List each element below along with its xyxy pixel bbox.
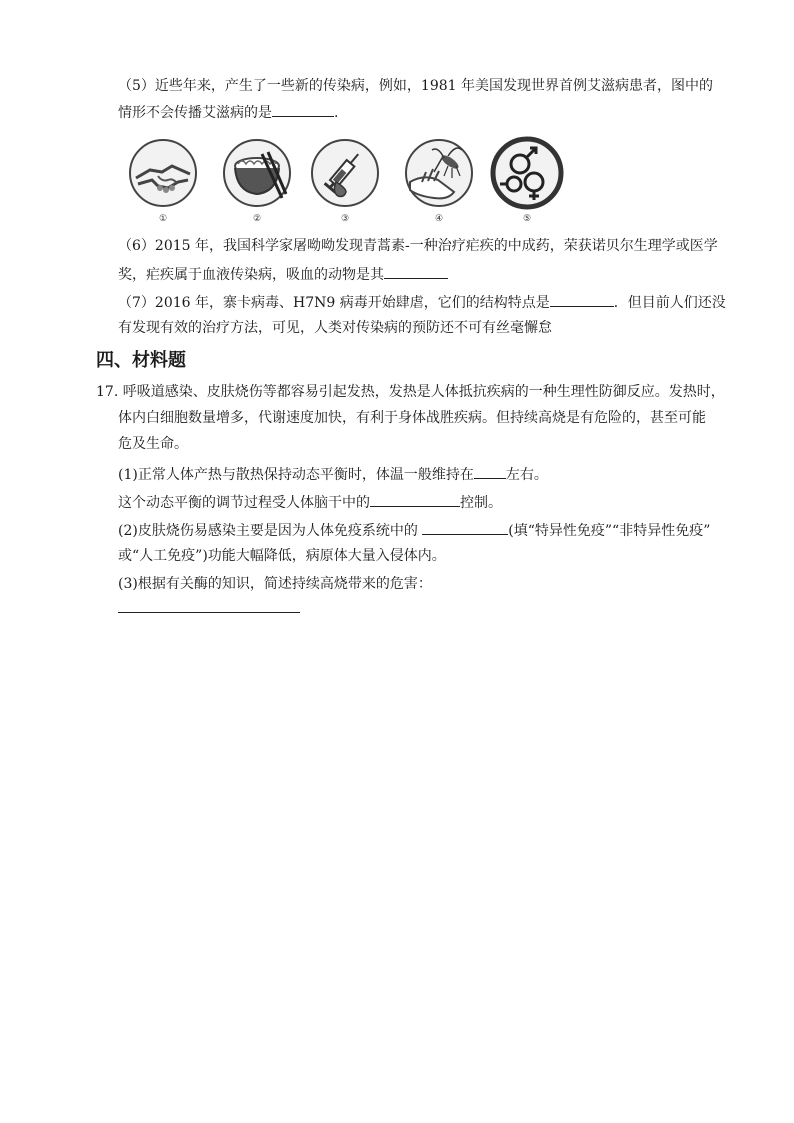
q7-answer-blank[interactable] (550, 292, 614, 307)
q5-line-2-text: 情形不会传播艾滋病的是 (118, 105, 272, 121)
transmission-icons-row (126, 136, 576, 232)
q5-answer-blank[interactable] (272, 102, 334, 117)
handshake-icon (128, 136, 198, 210)
icon-item-4 (402, 136, 476, 232)
gender-symbols-icon (490, 136, 564, 210)
q5-line-1: （5）近些年来，产生了一些新的传染病，例如，1981 年美国发现世界首例艾滋病患者，图中的 (118, 78, 713, 94)
q17-immunity-blank[interactable] (422, 520, 508, 535)
q7-line-2: 有发现有效的治疗方法，可见，人类对传染病的预防还不可有丝毫懈怠 (118, 320, 552, 336)
icon-item-3 (308, 136, 382, 232)
q5-line-2-end: . (334, 105, 339, 121)
icon-label-3: ③ (340, 214, 350, 224)
q6-line-2 (118, 264, 448, 285)
mosquito-icon (404, 136, 474, 210)
q17-part-2b: 或“人工免疫”)功能大幅降低，病原体大量入侵体内。 (118, 548, 446, 564)
icon-label-2: ② (252, 214, 262, 224)
icon-item-1 (126, 136, 200, 232)
q7-line-1-end: ．但目前人们还没 (613, 295, 726, 311)
q17-part-1b-text: 这个动态平衡的调节过程受人体脑干中的 (118, 495, 370, 511)
q17-part-1 (118, 464, 548, 485)
q5-line-2 (118, 102, 338, 123)
q17-stem-line-3: 危及生命。 (118, 436, 188, 452)
syringe-icon (310, 136, 380, 210)
q7-line-1 (118, 292, 726, 313)
q6-line-2-text: 奖，疟疾属于血液传染病，吸血的动物是其 (118, 267, 384, 283)
q17-part-3-answer-line[interactable] (118, 612, 300, 613)
q17-part-2 (118, 520, 710, 541)
icon-label-5: ⑤ (522, 214, 532, 224)
q17-temperature-blank[interactable] (474, 464, 506, 479)
q6-line-1: （6）2015 年，我国科学家屠呦呦发现青蒿素-一种治疗疟疾的中成药，荣获诺贝尔生理学或医学 (118, 238, 718, 254)
q17-part-2-end: (填“特异性免疫”“非特异性免疫” (508, 523, 711, 539)
icon-label-1: ① (158, 214, 168, 224)
q17-brain-center-blank[interactable] (370, 492, 460, 507)
q17-part-1b-end: 控制。 (460, 495, 502, 511)
icon-label-4: ④ (434, 214, 444, 224)
q6-answer-blank[interactable] (384, 264, 448, 279)
icon-item-5 (490, 136, 564, 232)
rice-bowl-icon (222, 136, 292, 210)
q17-part-2-text: (2)皮肤烧伤易感染主要是因为人体免疫系统中的 (118, 523, 423, 539)
q17-part-1b (118, 492, 502, 513)
q17-stem-line-2: 体内白细胞数量增多，代谢速度加快，有利于身体战胜疾病。但持续高烧是有危险的，甚至可能 (118, 410, 706, 426)
q7-line-1-text: （7）2016 年，寨卡病毒、H7N9 病毒开始肆虐，它们的结构特点是 (118, 295, 550, 311)
q17-part-1-end: 左右。 (505, 467, 548, 483)
icon-item-2 (220, 136, 294, 232)
q17-stem-line-1: 17. 呼吸道感染、皮肤烧伤等都容易引起发热，发热是人体抵抗疾病的一种生理性防御反应。发热时， (96, 384, 725, 400)
q17-part-3: (3)根据有关酶的知识，简述持续高烧带来的危害： (118, 576, 432, 592)
q17-part-1-text: (1)正常人体产热与散热保持动态平衡时，体温一般维持在 (118, 467, 474, 483)
section-title: 四、材料题 (96, 350, 186, 371)
